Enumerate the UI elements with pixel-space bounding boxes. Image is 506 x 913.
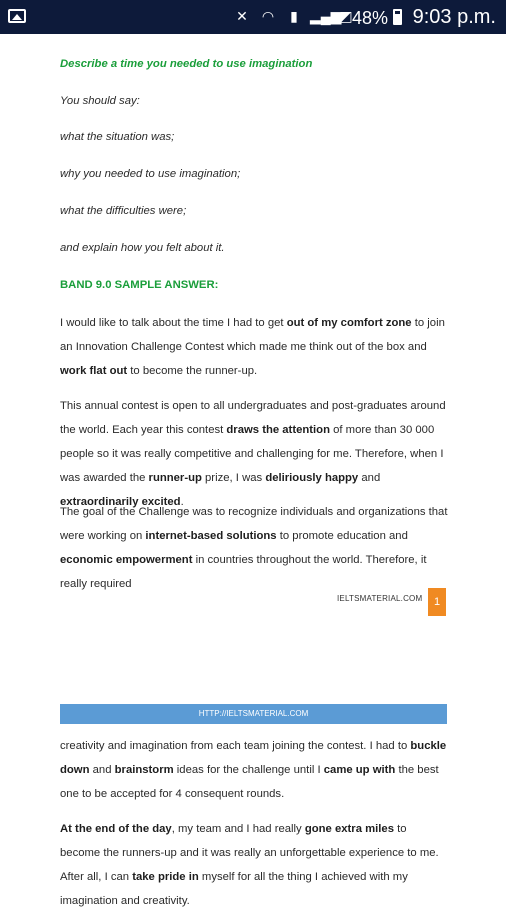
sim-icon: ▮ bbox=[290, 8, 298, 24]
signal-box-icon: ◩ bbox=[339, 8, 353, 24]
prompt-item: what the situation was; bbox=[60, 131, 175, 143]
answer-paragraph-2: This annual contest is open to all undergraduates and post-graduates around the world. Each year this contest draws the attention of more than 30 000 people so it was really competitive and challenging for me. Therefore, when I was awarded the runner-up prize, I was deliriously happy and extraordinarily excited. bbox=[60, 400, 446, 508]
status-bar bbox=[0, 0, 506, 34]
battery-percent: 48% bbox=[351, 8, 388, 28]
wifi-icon: ◠ bbox=[261, 8, 275, 24]
signal-icon: ▂▄▆ bbox=[310, 8, 342, 24]
answer-paragraph-3: The goal of the Challenge was to recognize individuals and organizations that were working on internet-based solutions to promote education and economic empowerment in countries throughout the world. Therefore, it really required bbox=[60, 506, 448, 590]
clock: 9:03 p.m. bbox=[412, 6, 496, 28]
question-title: Describe a time you needed to use imagination bbox=[60, 58, 313, 70]
battery-icon bbox=[393, 9, 402, 25]
gallery-icon bbox=[8, 9, 26, 23]
prompt-item: and explain how you felt about it. bbox=[60, 242, 225, 254]
prompt-item: what the difficulties were; bbox=[60, 205, 187, 217]
page-number-badge: 1 bbox=[428, 588, 446, 616]
answer-heading: BAND 9.0 SAMPLE ANSWER: bbox=[60, 279, 219, 291]
answer-paragraph-4: creativity and imagination from each team joining the contest. I had to buckle down and brainstorm ideas for the challenge until I came up with the best one to be accepted for 4 consequent rounds. bbox=[60, 740, 447, 800]
answer-paragraph-1: I would like to talk about the time I had to get out of my comfort zone to join an Innovation Challenge Contest which made me think out of the box and work flat out to become the runner-up. bbox=[60, 317, 445, 377]
prompt-item: why you needed to use imagination; bbox=[60, 168, 241, 180]
answer-paragraph-5: At the end of the day, my team and I had really gone extra miles to become the runners-up and it was really an unforgettable experience to me. After all, I can take pride in myself for all the thing I achieved with my imagination and creativity. bbox=[60, 823, 439, 907]
site-banner[interactable]: HTTP://IELTSMATERIAL.COM bbox=[60, 704, 447, 724]
footer-site-label: IELTSMATERIAL.COM bbox=[337, 594, 423, 603]
prompt-intro: You should say: bbox=[60, 95, 140, 107]
mute-icon: ✕ bbox=[236, 8, 248, 24]
status-icons bbox=[232, 7, 356, 25]
document-page bbox=[0, 34, 506, 907]
